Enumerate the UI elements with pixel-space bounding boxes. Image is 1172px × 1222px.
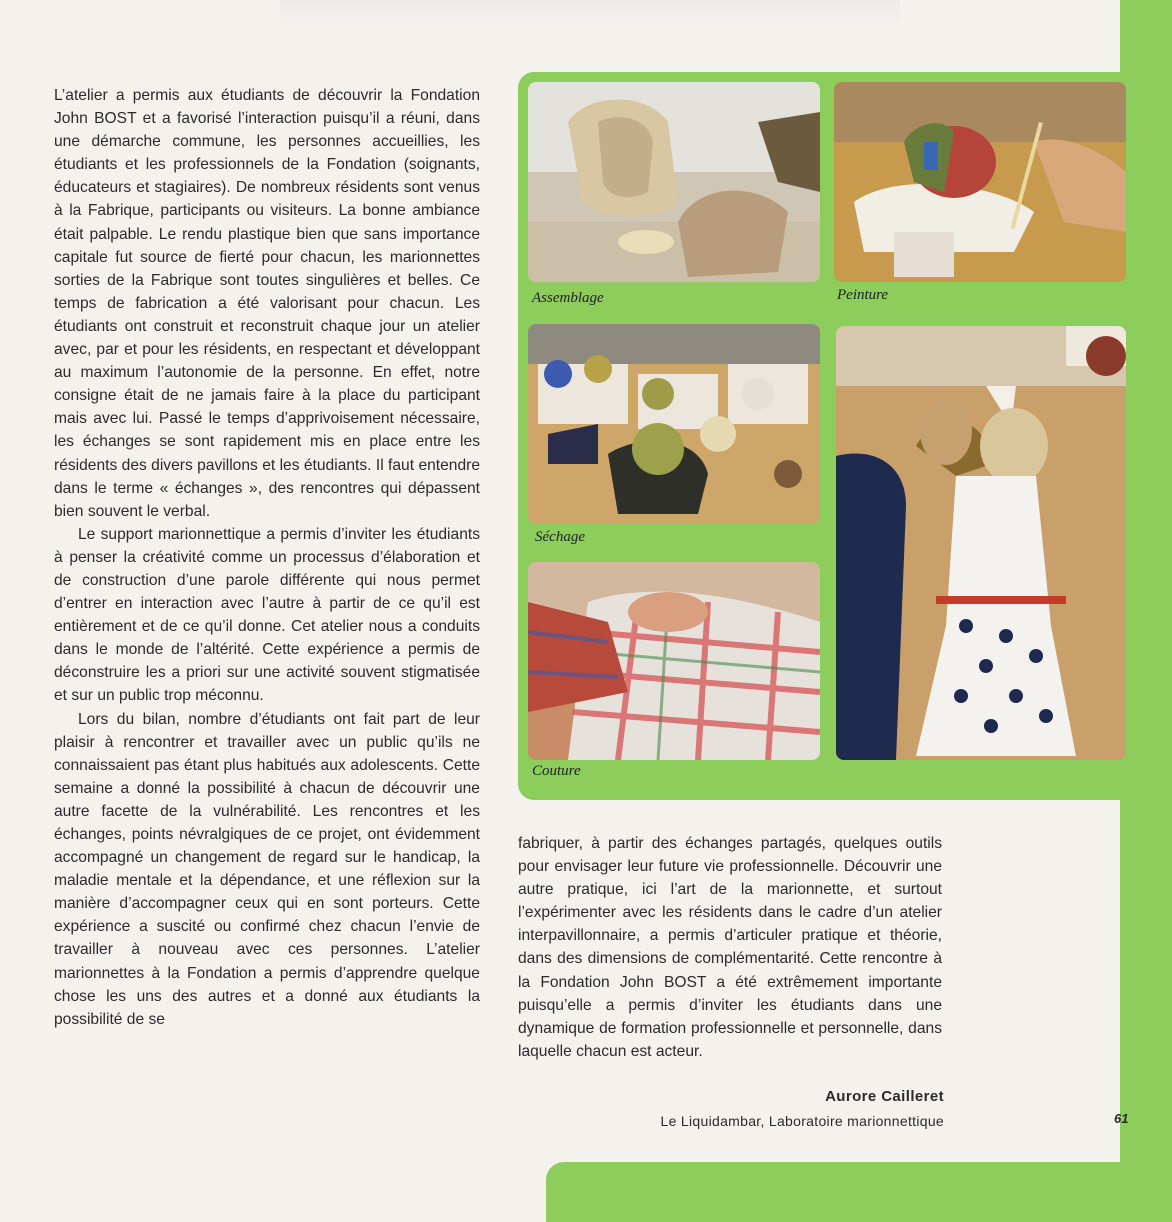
article-column-left bbox=[54, 84, 480, 1031]
author-affiliation: Le Liquidambar, Laboratoire marionnettique bbox=[660, 1113, 944, 1129]
caption-peinture: Peinture bbox=[837, 287, 889, 303]
paragraph-2: Le support marionnettique a permis d’inviter les étudiants à penser la créativité comme un processus d’élaboration et de construction d’une parole différente qui nous permet d’entrer en interaction avec l’autre à partir de ce qu’il est entièrement et de ce qu’il donne. Cet atelier nous a conduits dans le monde de l’altérité. Cette expérience a permis de déconstruire les a priori sur une activité souvent stigmatisée et sur un public trop méconnu. bbox=[54, 525, 480, 705]
photo-assemblage bbox=[528, 82, 820, 282]
photo-marionnettes bbox=[836, 326, 1126, 760]
paragraph-1: L’atelier a permis aux étudiants de découvrir la Fondation John BOST et a favorisé l’interaction puisqu’il a réuni, dans une démarche commune, les personnes accueillies, les étudiants et les professionnels de la Fondation (soignants, éducateurs et stagiaires). De nombreux résidents sont venus à la Fabrique, participants ou visiteurs. La bonne ambiance était palpable. Le rendu plastique bien que sans importance capitale fut source de fierté pour chacun, les marionnettes sorties de la Fabrique sont toutes singulières et belles. Ce temps de fabrication a été valorisant pour chacun. Les étudiants ont construit et reconstruit chaque jour un atelier avec, par et pour les résidents, en respectant et développant au maximum l’autonomie de la personne. En effet, notre consigne était de ne jamais faire à la place du participant mais avec lui. Passé le temps d’apprivoisement nécessaire, les échanges se sont rapidement mis en place entre les résidents des divers pavillons et les étudiants. Il faut entendre dans le terme « échanges », des rencontres qui dépassent bien souvent le verbal. bbox=[54, 87, 480, 520]
paragraph-continuation: fabriquer, à partir des échanges partagés, quelques outils pour envisager leur future vie professionnelle. Découvrir une autre pratique, ici l’art de la marionnette, et surtout l’expérimenter avec les résidents dans le cadre d’un atelier interpavillonnaire, a permis d’articuler pratique et théorie, dans des dimensions de complémentarité. Cette rencontre à la Fondation John BOST a été extrêmement importante puisqu’elle a permis d’inviter les étudiants dans une dynamique de formation professionnelle et personnelle, dans laquelle chacun est acteur. bbox=[518, 835, 942, 1060]
author-name: Aurore Cailleret bbox=[825, 1088, 944, 1105]
green-top-strip bbox=[1120, 0, 1172, 60]
article-column-right bbox=[518, 832, 942, 1063]
photo-couture bbox=[528, 562, 820, 760]
page-fold-shadow bbox=[280, 0, 900, 26]
green-bottom-band bbox=[546, 1162, 1172, 1222]
photo-sechage bbox=[528, 324, 820, 524]
page-number: 61 bbox=[1114, 1111, 1129, 1126]
caption-assemblage: Assemblage bbox=[532, 290, 604, 306]
caption-couture: Couture bbox=[532, 763, 581, 779]
photo-peinture bbox=[834, 82, 1126, 282]
caption-sechage: Séchage bbox=[535, 529, 585, 545]
paragraph-3: Lors du bilan, nombre d’étudiants ont fait part de leur plaisir à rencontrer et travailler avec un public qu’ils ne connaissaient pas étant plus habitués aux adolescents. Cette semaine a donné la possibilité à chacun de découvrir une autre facette de la vulnérabilité. Les rencontres et les échanges, points névralgiques de ce projet, ont évidemment accompagné un changement de regard sur le handicap, la maladie mentale et la dépendance, et une réflexion sur la manière d’accompagner ceux qui en sont porteurs. Cette expérience a suscité ou confirmé chez chacun l’envie de travailler à nouveau avec ces personnes. L’atelier marionnettes à la Fondation a permis d’apprendre quelque chose les uns des autres et a donné aux étudiants la possibilité de se bbox=[54, 710, 480, 1028]
